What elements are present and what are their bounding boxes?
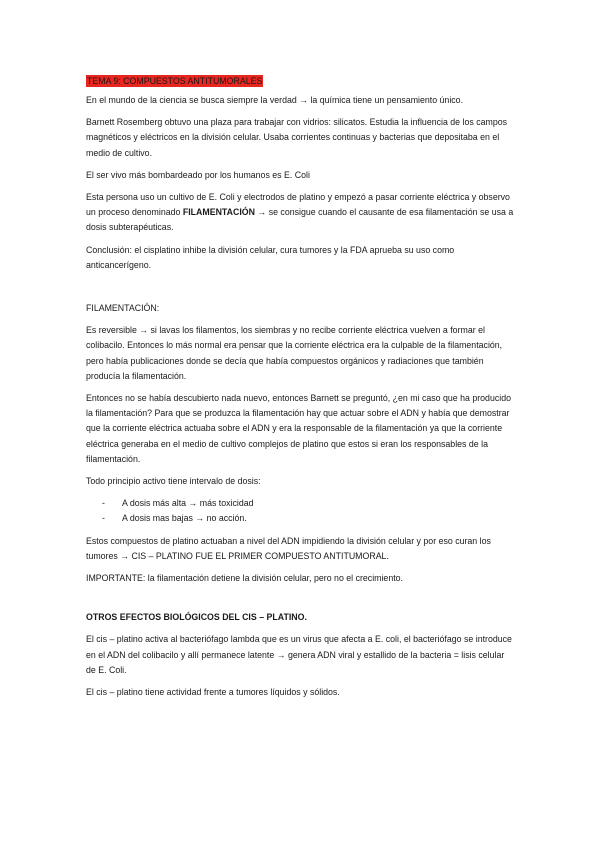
intro-paragraph: En el mundo de la ciencia se busca siempre la verdad → la química tiene un pensamiento único. [86,95,464,105]
document-title: TEMA 9: COMPUESTOS ANTITUMORALES [87,76,263,86]
bullet-dash: - [102,513,105,524]
filamentation-term: FILAMENTACIÓN [182,207,256,218]
bullet-dash: - [102,498,105,509]
dose-list [86,496,516,526]
filamentation-discovery-paragraph [86,190,516,236]
list-item-text: A dosis mas bajas → no acción. [122,513,247,524]
other-effects-heading: OTROS EFECTOS BIOLÓGICOS DEL CIS – PLATINO. [86,612,307,623]
paragraph-text: Esta persona uso un cultivo de E. Coli y electrodos de platino y empezó a pasar corriente eléctrica y observo un proceso denominado [86,192,510,218]
tumor-activity-paragraph: El cis – platino tiene actividad frente a tumores líquidos y sólidos. [86,687,340,698]
paragraph-text: → se consigue cuando el causante de esa filamentación se usa a dosis subterapéuticas. [86,207,514,233]
list-item-text: A dosis más alta → más toxicidad [122,498,254,509]
barnett-question-paragraph: Entonces no se había descubierto nada nuevo, entonces Barnett se preguntó, ¿en mi caso que ha producido la filamentación? Para que se produzca la filamentación hay que actuar sobre el ADN y había que demostrar que la corriente eléctrica actuaba sobre el ADN y era la responsable de la filamentación ya que la corriente eléctrica generaba en el medio de cultivo complejos de platino que estos si eran los responsables de la filamentación. [86,393,511,464]
conclusion-paragraph: Conclusión: el cisplatino inhibe la división celular, cura tumores y la FDA aprueba su uso como anticancerígeno. [86,244,455,270]
important-note-paragraph: IMPORTANTE: la filamentación detiene la división celular, pero no el crecimiento. [86,573,403,584]
rosemberg-paragraph: Barnett Rosemberg obtuvo una plaza para trabajar con vidrios: silicatos. Estudia la influencia de los campos magnéticos y eléctricos en la división celular. Usaba corrientes continuas y bacterias que depositaba en el medio de cultivo. [86,117,508,158]
filamentation-heading: FILAMENTACIÓN: [86,303,160,314]
document-page [86,74,516,707]
list-item [86,511,516,526]
list-item [86,496,516,511]
ecoli-paragraph: El ser vivo más bombardeado por los humanos es E. Coli [86,169,310,180]
reversible-paragraph: Es reversible → si lavas los filamentos, los siembras y no recibe corriente eléctrica vuelven a formar el colibacilo. Entonces lo más normal era pensar que la corriente eléctrica era la culpable de la filamentación, pero había publicaciones donde se decía que había compuestos orgánicos y radiaciones que también producía la filamentación. [86,325,503,381]
bacteriophage-paragraph: El cis – platino activa al bacteriófago lambda que es un virus que afecta a E. coli, el bacteriófago se introduce en el ADN del colibacilo y allí permanece latente → genera ADN viral y estallido de la bacteria = lisis celular de E. Coli. [86,634,512,675]
platinum-compounds-paragraph: Estos compuestos de platino actuaban a nivel del ADN impidiendo la división celular y por eso curan los tumores → CIS – PLATINO FUE EL PRIMER COMPUESTO ANTITUMORAL. [86,535,491,561]
dose-interval-paragraph: Todo principio activo tiene intervalo de dosis: [86,476,261,487]
